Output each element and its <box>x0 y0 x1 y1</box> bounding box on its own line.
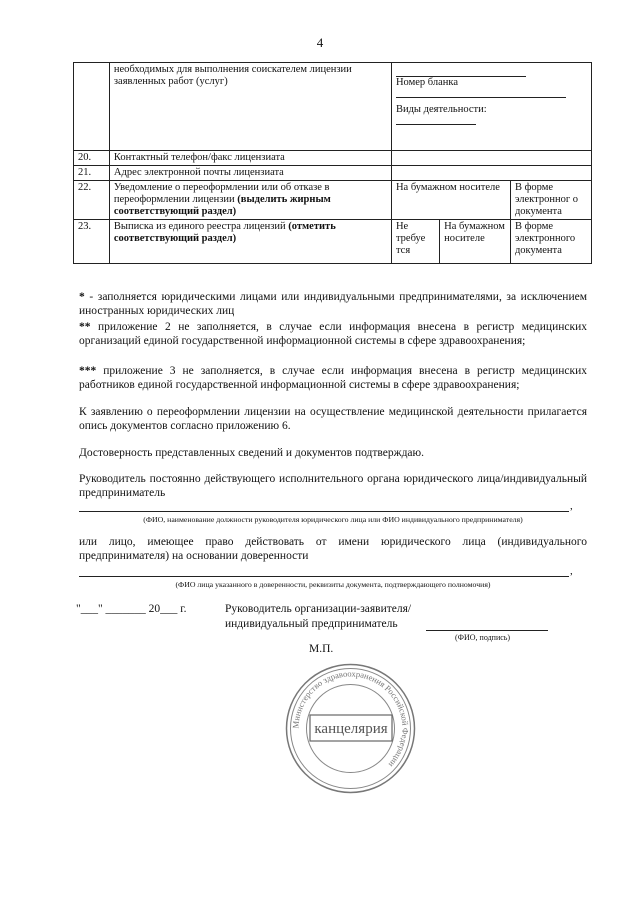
table-row <box>74 151 592 166</box>
row-num: 21. <box>74 166 110 181</box>
head-text: Руководитель постоянно действующего исполнительного органа юридического лица/индивидуальный предприниматель <box>79 473 587 499</box>
caption-proxy: (ФИО лица указанного в доверенности, реквизиты документа, подтверждающего полномочия) <box>175 580 491 589</box>
row-bold-text: (отметить соответствующий раздел) <box>113 221 336 244</box>
proxy-text: или лицо, имеющее право действовать от имени юридического лица (индивидуального предпринимателя) на основании доверенности <box>79 536 587 562</box>
row-num: 20. <box>74 151 110 166</box>
footnote-2: ** приложение 2 не заполняется, в случае если информация внесена в регистр медицинских организаций единой государственной информационной системы в сфере здравоохранения; <box>79 321 587 347</box>
confirmation-text: Достоверность представленных сведений и документов подтверждаю. <box>79 447 424 459</box>
signature-line-head[interactable] <box>79 511 569 512</box>
option-paper[interactable]: На бумажном носителе <box>391 181 510 220</box>
row-cont-text: необходимых для выполнения соискателем лицензии заявленных работ (услуг) <box>109 63 391 151</box>
footnote-3: *** приложение 3 не заполняется, в случае если информация внесена в регистр медицинских работников единой государственной информационной системы в сфере здравоохранения; <box>79 365 587 391</box>
signer-title-2: индивидуальный предприниматель <box>225 618 398 630</box>
option-electronic[interactable]: В форме электронног о документа <box>510 181 591 220</box>
row-num: 22. <box>74 181 110 220</box>
option-none[interactable]: Не требуе тся <box>391 220 439 264</box>
blank-label: Номер бланка <box>395 77 458 88</box>
svg-text:Министерство здравоохранения Р: Министерство здравоохранения Российской Федерации <box>290 668 411 770</box>
table-row <box>74 166 592 181</box>
value-cell[interactable] <box>391 166 591 181</box>
row-text: Выписка из единого реестра лицензий <box>113 221 286 232</box>
table-row <box>74 63 592 151</box>
option-electronic[interactable]: В форме электронного документа <box>510 220 591 264</box>
stamp-center-text: канцелярия <box>314 721 388 737</box>
signer-caption: (ФИО, подпись) <box>455 633 511 642</box>
attachment-note: К заявлению о переоформлении лицензии на осуществление медицинской деятельности прилагается опись документов согласно приложению 6. <box>79 406 587 432</box>
stamp-place-label: М.П. <box>309 643 334 655</box>
activity-label: Виды деятельности: <box>395 104 487 115</box>
table-row <box>74 181 592 220</box>
row-bold-text: (выделить жирным соответствующий раздел) <box>113 194 331 217</box>
row-text: Контактный телефон/факс лицензиата <box>109 151 391 166</box>
value-cell[interactable] <box>391 151 591 166</box>
signature-line-proxy[interactable] <box>79 576 569 577</box>
page-number: 4 <box>316 35 324 50</box>
row-text: Адрес электронной почты лицензиата <box>109 166 391 181</box>
caption-head: (ФИО, наименование должности руководителя юридического лица или ФИО индивидуального предпринимателя) <box>143 515 523 524</box>
row-text: Уведомление о переоформлении или об отказе в переоформлении лицензии <box>113 182 330 205</box>
signer-title-1: Руководитель организации-заявителя/ <box>225 603 412 615</box>
office-stamp <box>283 661 418 796</box>
blank-cell <box>391 63 591 151</box>
signature-line-signer[interactable] <box>426 630 548 631</box>
table-row <box>74 220 592 264</box>
footnote-1: * - заполняется юридическими лицами или индивидуальными предпринимателями, за исключением иностранных юридических лиц <box>79 291 587 317</box>
date-field[interactable]: "___" _______ 20___ г. <box>76 603 187 615</box>
application-table <box>73 62 592 264</box>
row-num: 23. <box>74 220 110 264</box>
option-paper[interactable]: На бумажном носителе <box>440 220 511 264</box>
